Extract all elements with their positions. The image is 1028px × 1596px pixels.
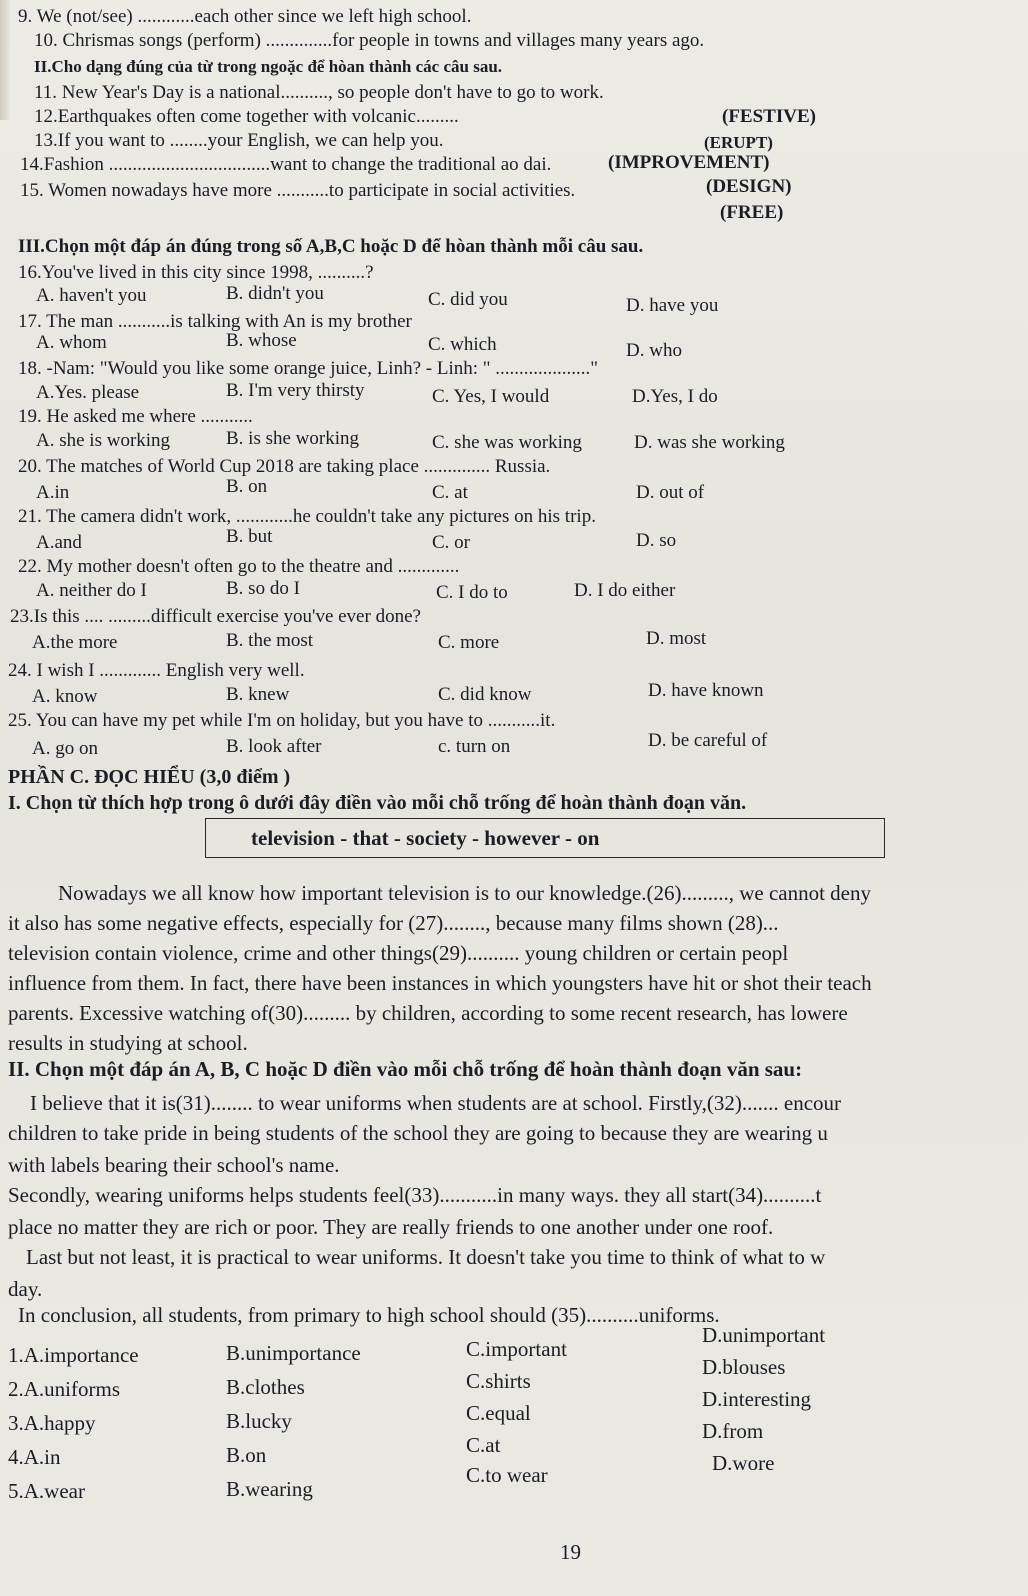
question-12-word: (ERUPT) bbox=[704, 133, 773, 152]
option-18-a: A.Yes. please bbox=[36, 382, 140, 403]
option-19-b: B. is she working bbox=[226, 428, 359, 449]
question-13-word: (IMPROVEMENT) bbox=[608, 152, 770, 173]
passage1-line-6: results in studying at school. bbox=[8, 1031, 248, 1055]
option-22-b: B. so do I bbox=[226, 578, 300, 599]
option-16-d: D. have you bbox=[626, 295, 719, 316]
passage2-line-5: place no matter they are rich or poor. They are really friends to one another under one roof. bbox=[8, 1215, 774, 1239]
question-16: 16.You've lived in this city since 1998, ..........? bbox=[18, 262, 374, 283]
part-c-title: PHẦN C. ĐỌC HIỂU (3,0 điểm ) bbox=[8, 766, 291, 788]
answer-5-a: 5.A.wear bbox=[8, 1479, 85, 1503]
option-20-a: A.in bbox=[36, 482, 70, 503]
passage2-line-6: Last but not least, it is practical to wear uniforms. It doesn't take you time to think of what to w bbox=[26, 1245, 826, 1269]
option-24-c: C. did know bbox=[438, 684, 532, 705]
option-23-a: A.the more bbox=[32, 632, 118, 653]
passage1-line-1: Nowadays we all know how important television is to our knowledge.(26)........., we cannot deny bbox=[58, 881, 872, 905]
option-25-d: D. be careful of bbox=[648, 730, 768, 751]
option-16-b: B. didn't you bbox=[226, 283, 324, 304]
question-13: 13.If you want to ........your English, we can help you. bbox=[34, 130, 444, 151]
answer-2-d: D.blouses bbox=[702, 1355, 786, 1379]
option-17-d: D. who bbox=[626, 340, 682, 361]
option-20-b: B. on bbox=[226, 476, 268, 497]
option-17-c: C. which bbox=[428, 334, 497, 355]
question-20: 20. The matches of World Cup 2018 are taking place .............. Russia. bbox=[18, 456, 551, 477]
option-22-d: D. I do either bbox=[574, 580, 676, 601]
question-15: 15. Women nowadays have more ...........to participate in social activities. bbox=[20, 180, 576, 201]
answer-1-d: D.unimportant bbox=[702, 1323, 826, 1347]
option-23-b: B. the most bbox=[226, 630, 314, 651]
section-ii-heading: II.Cho dạng đúng của từ trong ngoặc để hòan thành các câu sau. bbox=[34, 57, 503, 76]
passage1-line-4: influence from them. In fact, there have been instances in which youngsters have hit or shot their teach bbox=[8, 971, 872, 995]
passage2-line-1: I believe that it is(31)........ to wear uniforms when students are at school. Firstly,(32)....... encour bbox=[30, 1091, 842, 1115]
option-16-a: A. haven't you bbox=[36, 285, 147, 306]
option-21-d: D. so bbox=[636, 530, 677, 551]
answer-1-b: B.unimportance bbox=[226, 1341, 361, 1365]
passage2-line-3: with labels bearing their school's name. bbox=[8, 1153, 340, 1177]
option-21-c: C. or bbox=[432, 532, 470, 553]
question-19: 19. He asked me where ........... bbox=[18, 406, 253, 427]
answer-3-d: D.interesting bbox=[702, 1387, 812, 1411]
question-24: 24. I wish I ............. English very well. bbox=[8, 660, 305, 681]
question-14-word: (DESIGN) bbox=[706, 176, 792, 197]
answer-3-a: 3.A.happy bbox=[8, 1411, 96, 1435]
option-17-a: A. whom bbox=[36, 332, 107, 353]
answer-1-c: C.important bbox=[466, 1337, 567, 1361]
option-21-a: A.and bbox=[36, 532, 82, 553]
question-9: 9. We (not/see) ............each other since we left high school. bbox=[18, 6, 472, 27]
answer-4-d: D.from bbox=[702, 1419, 764, 1443]
answer-2-a: 2.A.uniforms bbox=[8, 1377, 120, 1401]
option-19-a: A. she is working bbox=[36, 430, 171, 451]
option-23-d: D. most bbox=[646, 628, 707, 649]
answer-5-d: D.wore bbox=[712, 1451, 775, 1475]
answer-2-c: C.shirts bbox=[466, 1369, 531, 1393]
question-14: 14.Fashion ..................................want to change the traditional ao dai. bbox=[20, 154, 552, 175]
option-18-c: C. Yes, I would bbox=[432, 386, 550, 407]
question-21: 21. The camera didn't work, ............he couldn't take any pictures on his trip. bbox=[18, 506, 596, 527]
answer-5-c: C.to wear bbox=[466, 1463, 548, 1487]
answer-1-a: 1.A.importance bbox=[8, 1343, 139, 1367]
passage1-line-2: it also has some negative effects, especially for (27)........, because many films shown (28)... bbox=[8, 911, 779, 935]
option-17-b: B. whose bbox=[226, 330, 297, 351]
answer-4-a: 4.A.in bbox=[8, 1445, 61, 1469]
option-25-b: B. look after bbox=[226, 736, 322, 757]
option-22-a: A. neither do I bbox=[36, 580, 147, 601]
question-17: 17. The man ...........is talking with An is my brother bbox=[18, 311, 412, 332]
question-23: 23.Is this .... .........difficult exercise you've ever done? bbox=[10, 606, 421, 627]
option-19-c: C. she was working bbox=[432, 432, 582, 453]
option-24-a: A. know bbox=[32, 686, 98, 707]
option-24-d: D. have known bbox=[648, 680, 764, 701]
answer-3-b: B.lucky bbox=[226, 1409, 292, 1433]
option-23-c: C. more bbox=[438, 632, 500, 653]
passage1-line-3: television contain violence, crime and other things(29).......... young children or certain peopl bbox=[8, 941, 789, 965]
word-bank-box: television - that - society - however - on bbox=[205, 818, 885, 858]
option-25-a: A. go on bbox=[32, 738, 98, 759]
page-edge-shadow bbox=[0, 0, 10, 120]
question-10: 10. Chrismas songs (perform) ..............for people in towns and villages many years ago. bbox=[34, 30, 705, 51]
option-22-c: C. I do to bbox=[436, 582, 508, 603]
answer-2-b: B.clothes bbox=[226, 1375, 305, 1399]
option-20-c: C. at bbox=[432, 482, 468, 503]
page-number: 19 bbox=[560, 1540, 581, 1564]
passage2-line-7: day. bbox=[8, 1277, 43, 1301]
part-c-ii-heading: II. Chọn một đáp án A, B, C hoặc D điền vào mỗi chỗ trống để hoàn thành đoạn văn sau: bbox=[8, 1057, 803, 1081]
question-11-word: (FESTIVE) bbox=[722, 106, 816, 127]
answer-4-c: C.at bbox=[466, 1433, 501, 1457]
question-11: 11. New Year's Day is a national.........., so people don't have to go to work. bbox=[34, 82, 604, 103]
option-24-b: B. knew bbox=[226, 684, 290, 705]
question-15-word: (FREE) bbox=[720, 202, 784, 223]
passage2-line-8: In conclusion, all students, from primary to high school should (35)..........uniforms. bbox=[18, 1303, 720, 1327]
passage2-line-4: Secondly, wearing uniforms helps students feel(33)...........in many ways. they all start(34)..........t bbox=[8, 1183, 822, 1207]
option-19-d: D. was she working bbox=[634, 432, 785, 453]
answer-3-c: C.equal bbox=[466, 1401, 531, 1425]
option-16-c: C. did you bbox=[428, 289, 508, 310]
question-18: 18. -Nam: "Would you like some orange juice, Linh? - Linh: " ...................." bbox=[18, 358, 599, 379]
passage2-line-2: children to take pride in being students of the school they are going to because they are wearing u bbox=[8, 1121, 828, 1145]
question-25: 25. You can have my pet while I'm on holiday, but you have to ...........it. bbox=[8, 710, 556, 731]
question-12: 12.Earthquakes often come together with volcanic......... bbox=[34, 106, 459, 127]
option-25-c: c. turn on bbox=[438, 736, 511, 757]
section-iii-heading: III.Chọn một đáp án đúng trong số A,B,C hoặc D để hòan thành mỗi câu sau. bbox=[18, 236, 644, 257]
passage1-line-5: parents. Excessive watching of(30)......... by children, according to some recent research, has lowere bbox=[8, 1001, 848, 1025]
option-18-b: B. I'm very thirsty bbox=[226, 380, 365, 401]
part-c-i-heading: I. Chọn từ thích hợp trong ô dưới đây điền vào mỗi chỗ trống để hoàn thành đoạn văn. bbox=[8, 792, 747, 814]
option-20-d: D. out of bbox=[636, 482, 705, 503]
option-18-d: D.Yes, I do bbox=[632, 386, 718, 407]
answer-4-b: B.on bbox=[226, 1443, 267, 1467]
question-22: 22. My mother doesn't often go to the theatre and ............. bbox=[18, 556, 460, 577]
option-21-b: B. but bbox=[226, 526, 273, 547]
answer-5-b: B.wearing bbox=[226, 1477, 313, 1501]
